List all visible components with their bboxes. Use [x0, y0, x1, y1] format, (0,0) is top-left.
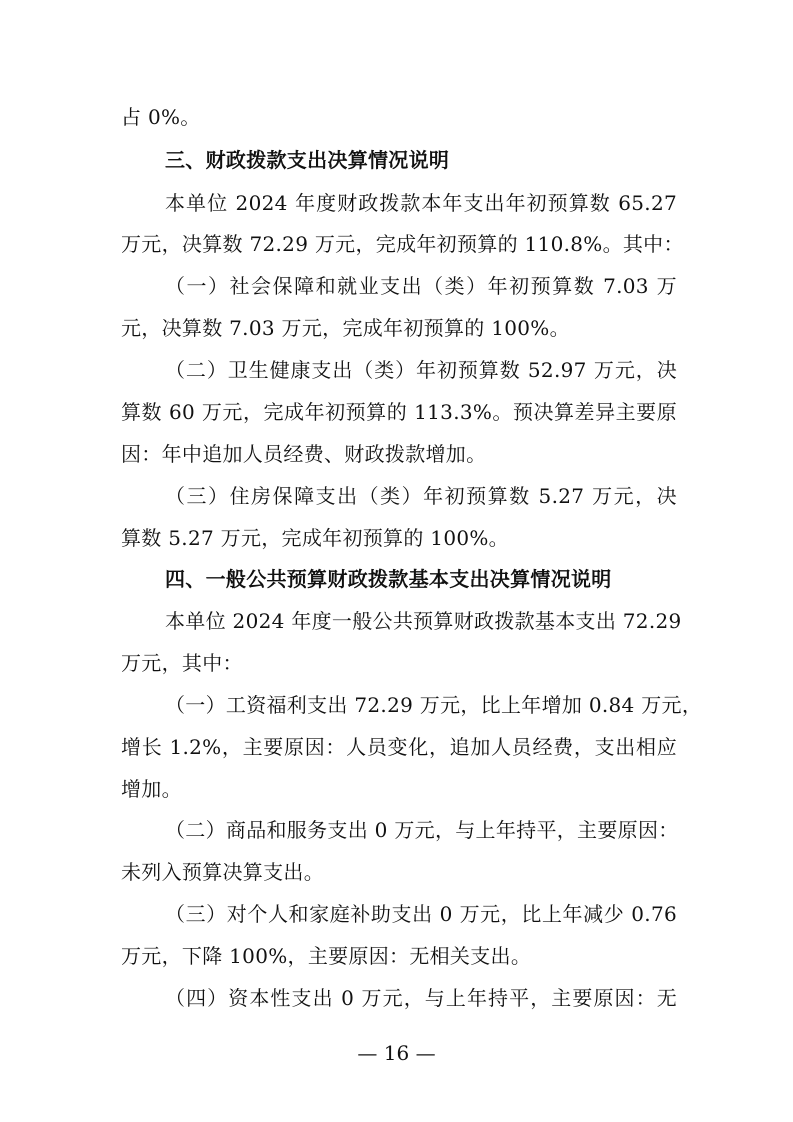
text-line: 增长 1.2%，主要原因：人员变化，追加人员经费，支出相应: [121, 735, 677, 759]
text-line: 万元，下降 100%，主要原因：无相关支出。: [121, 944, 532, 968]
text-line: 万元，决算数 72.29 万元，完成年初预算的 110.8%。其中：: [121, 232, 684, 256]
text-line: 占 0%。: [121, 105, 201, 129]
text-line: （三）对个人和家庭补助支出 0 万元，比上年减少 0.76: [165, 902, 677, 926]
text-line: 本单位 2024 年度财政拨款本年支出年初预算数 65.27: [165, 191, 677, 215]
section-heading: 四、一般公共预算财政拨款基本支出决算情况说明: [165, 567, 612, 591]
text-line: 算数 60 万元，完成年初预算的 113.3%。预决算差异主要原: [121, 400, 677, 424]
text-line: 元，决算数 7.03 万元，完成年初预算的 100%。: [121, 316, 570, 340]
text-line: 未列入预算决算支出。: [121, 860, 324, 884]
text-line: （二）卫生健康支出（类）年初预算数 52.97 万元，决: [165, 358, 677, 382]
text-line: 增加。: [121, 777, 182, 801]
text-line: （一）工资福利支出 72.29 万元，比上年增加 0.84 万元，: [165, 693, 703, 717]
text-line: 万元，其中：: [121, 651, 243, 675]
text-line: （二）商品和服务支出 0 万元，与上年持平，主要原因：: [165, 818, 679, 842]
section-heading: 三、财政拨款支出决算情况说明: [165, 148, 450, 172]
text-line: （一）社会保障和就业支出（类）年初预算数 7.03 万: [165, 274, 677, 298]
text-line: （三）住房保障支出（类）年初预算数 5.27 万元，决: [165, 484, 677, 508]
text-line: （四）资本性支出 0 万元，与上年持平，主要原因：无: [165, 986, 677, 1010]
text-line: 本单位 2024 年度一般公共预算财政拨款基本支出 72.29: [165, 609, 682, 633]
text-line: 因：年中追加人员经费、财政拨款增加。: [121, 442, 487, 466]
text-line: 算数 5.27 万元，完成年初预算的 100%。: [121, 526, 509, 550]
page-number: — 16 —: [357, 1041, 436, 1065]
